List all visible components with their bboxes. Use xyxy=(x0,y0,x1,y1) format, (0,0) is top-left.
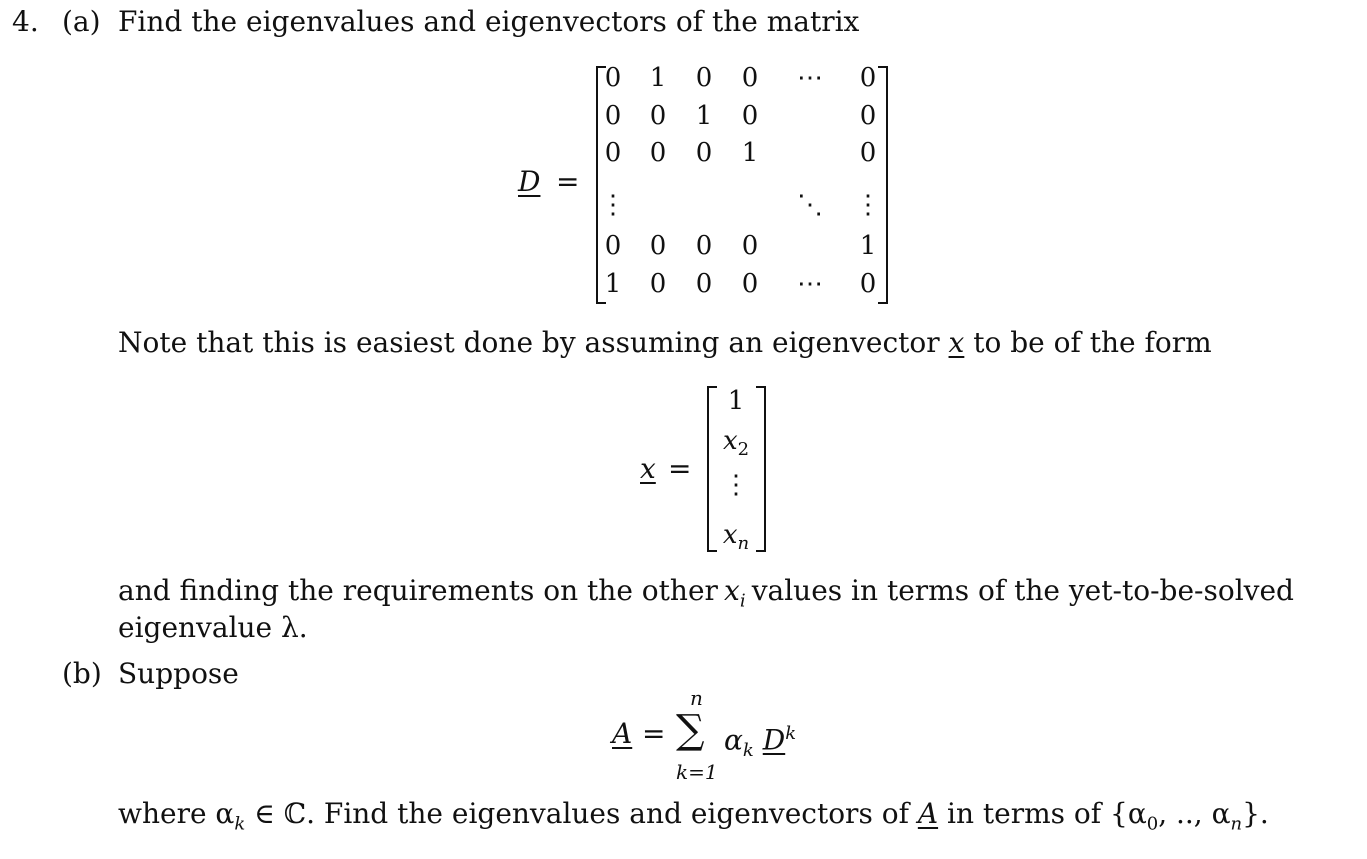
matrix-cell: ⋮ xyxy=(855,190,881,220)
matrix-cell: 1 xyxy=(859,231,877,261)
matrix-cell: 1 xyxy=(604,269,622,299)
where-line xyxy=(118,798,1269,841)
matrix-cell: 0 xyxy=(695,231,713,261)
finding-post: values in terms of the yet-to-be-solved xyxy=(751,574,1294,607)
sum-symbol: ∑ xyxy=(676,707,705,753)
matrix-cell: ⋯ xyxy=(797,63,823,93)
where-dots: , .., α xyxy=(1158,797,1231,830)
vector-x-equals: = xyxy=(668,452,692,485)
sum-lhs: A xyxy=(612,717,633,750)
matrix-cell: 1 xyxy=(649,63,667,93)
where-end: }. xyxy=(1242,797,1269,830)
matrix-cell: 0 xyxy=(695,138,713,168)
note-post: to be of the form xyxy=(973,326,1212,359)
sum-coef: α xyxy=(724,723,743,757)
matrix-cell: 1 xyxy=(741,138,759,168)
where-sub0: 0 xyxy=(1146,813,1159,835)
part-a-label: (a) xyxy=(62,5,101,38)
where-sub: k xyxy=(234,813,246,835)
matrix-cell: 0 xyxy=(859,138,877,168)
vector-right-bracket xyxy=(756,386,766,552)
matrix-cell: 1 xyxy=(695,101,713,131)
note-var: x xyxy=(948,326,965,359)
vector-cell: $x_n$ xyxy=(722,520,750,555)
sum-term xyxy=(724,718,796,767)
vector-cell: 1 xyxy=(727,386,745,416)
matrix-cell: ⋱ xyxy=(797,190,823,220)
matrix-cell: 0 xyxy=(604,63,622,93)
matrix-cell: 0 xyxy=(604,138,622,168)
finding-line-2: eigenvalue λ. xyxy=(118,611,308,644)
matrix-cell: 0 xyxy=(649,269,667,299)
note-pre: Note that this is easiest done by assuming an eigenvector xyxy=(118,326,940,359)
matrix-cell: 0 xyxy=(649,231,667,261)
sum-upper: n xyxy=(690,686,703,710)
where-mid: ∈ ℂ. Find the eigenvalues and eigenvectors of xyxy=(254,797,909,830)
matrix-cell: ⋮ xyxy=(600,190,626,220)
matrix-cell: 0 xyxy=(741,101,759,131)
matrix-cell: 0 xyxy=(649,101,667,131)
matrix-cell: 0 xyxy=(859,101,877,131)
part-b-label: (b) xyxy=(62,657,102,690)
matrix-cell: 0 xyxy=(604,231,622,261)
sum-mat-sup: k xyxy=(785,723,797,744)
sum-coef-sub: k xyxy=(742,739,754,761)
vector-cell: ⋮ xyxy=(723,470,749,500)
sum-lower: k=1 xyxy=(676,760,718,784)
matrix-cell: 0 xyxy=(604,101,622,131)
matrix-cell: 0 xyxy=(859,269,877,299)
matrix-cell: 0 xyxy=(741,269,759,299)
matrix-cell: ⋯ xyxy=(797,269,823,299)
finding-sub: i xyxy=(739,590,746,612)
where-post: in terms of {α xyxy=(946,797,1147,830)
problem-number: 4. xyxy=(12,5,39,38)
where-var: A xyxy=(917,797,939,830)
vector-cell: $x_2$ xyxy=(722,426,750,461)
finding-pre: and finding the requirements on the other xyxy=(118,574,718,607)
sum-mat: D xyxy=(762,723,786,757)
matrix-cell: 0 xyxy=(695,269,713,299)
vector-x-name: x xyxy=(640,452,656,485)
finding-var: x xyxy=(724,574,740,607)
part-a-intro: Find the eigenvalues and eigenvectors of the matrix xyxy=(118,5,860,38)
where-pre: where α xyxy=(118,797,235,830)
matrix-cell: 0 xyxy=(649,138,667,168)
finding-var-wrap xyxy=(724,575,746,618)
sum-equals: = xyxy=(642,717,666,750)
matrix-cell: 0 xyxy=(859,63,877,93)
matrix-cell: 0 xyxy=(741,63,759,93)
where-subn: n xyxy=(1230,813,1243,835)
matrix-cell: 0 xyxy=(741,231,759,261)
note-text xyxy=(118,327,1212,359)
matrix-d-name: D xyxy=(518,165,541,198)
matrix-d-equals: = xyxy=(556,165,580,198)
part-b-intro: Suppose xyxy=(118,657,239,690)
matrix-cell: 0 xyxy=(695,63,713,93)
